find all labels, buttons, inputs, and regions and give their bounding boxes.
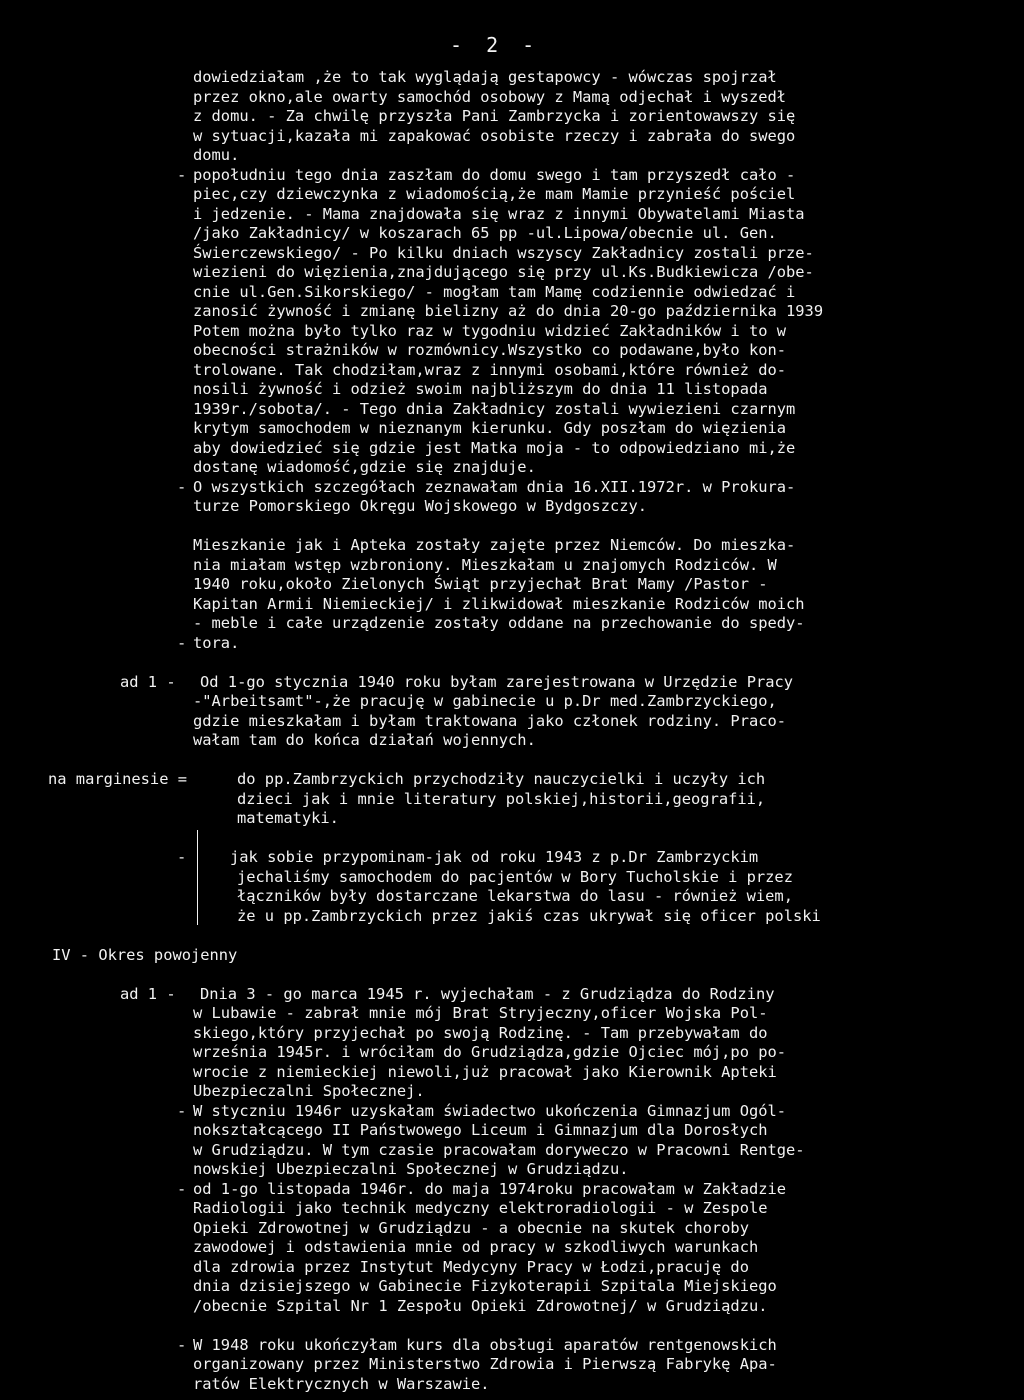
line-label: ad 1 - <box>120 672 176 691</box>
text-line: /jako Zakładnicy/ w koszarach 65 pp -ul.Lipowa/obecnie ul. Gen. <box>193 224 777 242</box>
line-label: - <box>177 1335 187 1354</box>
text-line: W styczniu 1946r uzyskałam świadectwo ukończenia Gimnazjum Ogól- <box>193 1101 787 1120</box>
text-line: wiezieni do więzienia,znajdującego się przy ul.Ks.Budkiewicza /obe- <box>193 263 814 281</box>
text-line: dnia dzisiejszego w Gabinecie Fizykoterapii Szpitala Miejskiego <box>193 1277 777 1295</box>
line-label: IV - Okres powojenny <box>52 945 238 964</box>
text-line: krytym samochodem w nieznanym kierunku. Gdy poszłam do więzienia <box>193 419 787 437</box>
text-line: wrocie z niemieckiej niewoli,już pracował jako Kierownik Apteki <box>193 1062 777 1081</box>
text-line: Od 1-go stycznia 1940 roku byłam zarejestrowana w Urzędzie Pracy <box>200 672 794 691</box>
text-line: łączników były dostarczane lekarstwa do lasu - również wiem, <box>237 887 793 905</box>
line-label: - <box>177 633 187 652</box>
text-line: z domu. - Za chwilę przyszła Pani Zambrzycka i zorientowawszy się <box>193 107 796 125</box>
text-line: /obecnie Szpital Nr 1 Zespołu Opieki Zdrowotnej/ w Grudziądzu. <box>193 1296 768 1315</box>
text-line: Radiologii jako technik medyczny elektroradiologii - w Zespole <box>193 1199 768 1217</box>
line-label: ad 1 - <box>120 984 176 1003</box>
text-line: w Grudziądzu. W tym czasie pracowałam doryweczo w Pracowni Rentge- <box>193 1140 805 1159</box>
line-label: - <box>177 1179 187 1198</box>
text-line: -"Arbeitsamt"-,że pracuję w gabinecie u p.Dr med.Zambrzyckiego, <box>193 692 777 710</box>
text-line: Potem można było tylko raz w tygodniu widzieć Zakładników i to w <box>193 321 787 340</box>
text-line: nosili żywność i odzież swoim najbliższym do dnia 11 listopada <box>193 380 768 398</box>
text-line: Świerczewskiego/ - Po kilku dniach wszyscy Zakładnicy zostali prze- <box>193 243 814 262</box>
text-line: zanosić żywność i zmianę bielizny aż do dnia 20-go października 1939 <box>193 302 824 320</box>
text-line: dostanę wiadomość,gdzie się znajduje. <box>193 458 536 476</box>
text-line: w sytuacji,kazała mi zapakować osobiste rzeczy i zabrała do swego <box>193 126 796 145</box>
text-line: Dnia 3 - go marca 1945 r. wyjechałam - z Grudziądza do Rodziny <box>200 984 775 1003</box>
text-line: że u pp.Zambrzyckich przez jakiś czas ukrywał się oficer polski <box>237 906 821 925</box>
text-line: skiego,który przyjechał po swoją Rodzinę. - Tam przebywałam do <box>193 1023 768 1042</box>
text-line: domu. <box>193 146 240 164</box>
text-line: zawodowej i odstawienia mnie od pracy w szkodliwych warunkach <box>193 1238 759 1256</box>
text-line: 1940 roku,około Zielonych Świąt przyjechał Brat Mamy /Pastor - <box>193 575 768 593</box>
text-line: 1939r./sobota/. - Tego dnia Zakładnicy zostali wywiezieni czarnym <box>193 399 796 418</box>
text-line: W 1948 roku ukończyłam kurs dla obsługi aparatów rentgenowskich <box>193 1335 777 1354</box>
text-line: matematyki. <box>237 809 339 827</box>
text-line: trolowane. Tak chodziłam,wraz z innymi osobami,które również do- <box>193 360 787 379</box>
line-label: - <box>177 848 187 866</box>
text-line: przez okno,ale owarty samochód osobowy z Mamą odjechał i wyszedł <box>193 87 787 106</box>
text-line: Opieki Zdrowotnej w Grudziądzu - a obecnie na skutek choroby <box>193 1218 749 1237</box>
text-line: Mieszkanie jak i Apteka zostały zajęte przez Niemców. Do mieszka- <box>193 536 796 554</box>
text-line: w Lubawie - zabrał mnie mój Brat Stryjeczny,oficer Wojska Pol- <box>193 1004 768 1022</box>
text-line: popołudniu tego dnia zaszłam do domu swego i tam przyszedł cało - <box>193 165 796 184</box>
text-line: ratów Elektrycznych w Warszawie. <box>193 1374 490 1393</box>
page-number: - 2 - <box>450 33 541 57</box>
text-line: wałam tam do końca działań wojennych. <box>193 731 536 749</box>
text-line: gdzie mieszkałam i byłam traktowana jako członek rodziny. Praco- <box>193 711 787 730</box>
text-line: i jedzenie. - Mama znajdowała się wraz z innymi Obywatelami Miasta <box>193 204 805 223</box>
text-line: organizowany przez Ministerstwo Zdrowia i Pierwszą Fabrykę Apa- <box>193 1355 777 1373</box>
text-line: dzieci jak i mnie literatury polskiej,historii,geografii, <box>237 789 766 808</box>
text-line: nokształcącego II Państwowego Liceum i Gimnazjum dla Dorosłych <box>193 1121 768 1139</box>
text-line: Ubezpieczalni Społecznej. <box>193 1082 425 1100</box>
text-line: dla zdrowia przez Instytut Medycyny Pracy w Łodzi,pracuję do <box>193 1257 749 1276</box>
line-label: - <box>177 1101 187 1120</box>
text-line: obecności strażników w rozmównicy.Wszystko co podawane,było kon- <box>193 341 787 359</box>
text-line: od 1-go listopada 1946r. do maja 1974roku pracowałam w Zakładzie <box>193 1179 787 1198</box>
text-line: nowskiej Ubezpieczalni Społecznej w Grudziądzu. <box>193 1160 629 1178</box>
text-line: września 1945r. i wróciłam do Grudziądza,gdzie Ojciec mój,po po- <box>193 1043 787 1061</box>
text-line: - meble i całe urządzenie zostały oddane na przechowanie do spedy- <box>193 614 805 632</box>
text-line: tora. <box>193 633 240 652</box>
text-line: turze Pomorskiego Okręgu Wojskowego w Bydgoszczy. <box>193 497 648 515</box>
text-line: piec,czy dziewczynka z wiadomością,że mam Mamie przynieść pościel <box>193 185 796 203</box>
text-line: jak sobie przypominam-jak od roku 1943 z p.Dr Zambrzyckim <box>230 848 759 866</box>
text-line: do pp.Zambrzyckich przychodziły nauczycielki i uczyły ich <box>237 770 766 788</box>
line-label: - <box>177 165 187 184</box>
line-label: - <box>177 477 187 496</box>
text-line: Kapitan Armii Niemieckiej/ i zlikwidował mieszkanie Rodziców moich <box>193 594 805 613</box>
text-line: aby dowiedzieć się gdzie jest Matka moja - to odpowiedziano mi,że <box>193 438 796 457</box>
text-line: jechaliśmy samochodem do pacjentów w Bory Tucholskie i przez <box>237 867 793 886</box>
line-label: na marginesie = <box>48 770 187 788</box>
text-line: dowiedziałam ,że to tak wyglądają gestapowcy - wówczas spojrzał <box>193 68 777 86</box>
text-line: cnie ul.Gen.Sikorskiego/ - mogłam tam Mamę codziennie odwiedzać i <box>193 282 796 301</box>
text-line: nia miałam wstęp wzbroniony. Mieszkałam u znajomych Rodziców. W <box>193 555 777 574</box>
text-line: O wszystkich szczegółach zeznawałam dnia 16.XII.1972r. w Prokura- <box>193 477 796 496</box>
margin-rule <box>197 830 198 925</box>
